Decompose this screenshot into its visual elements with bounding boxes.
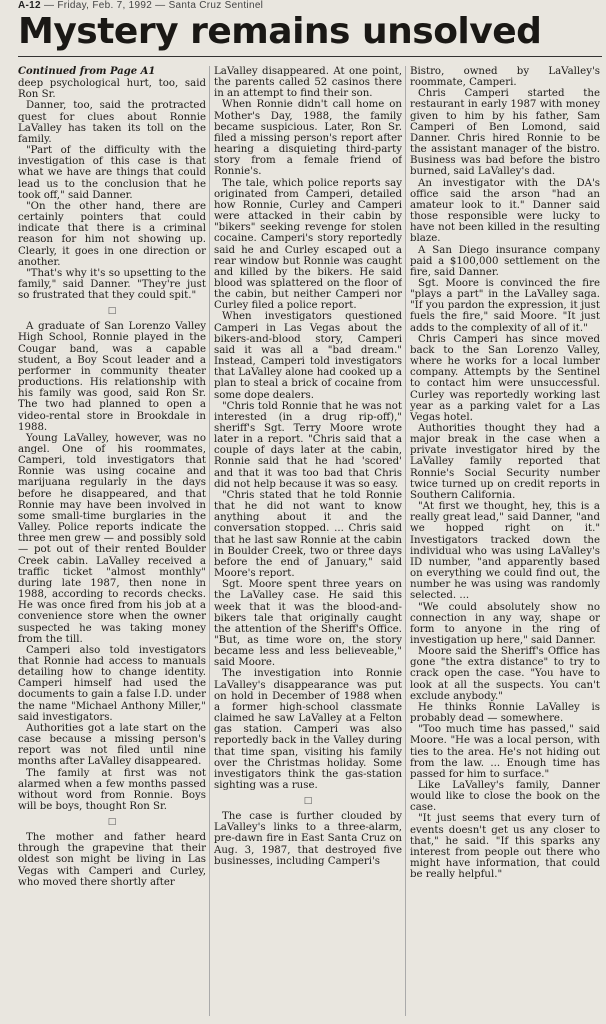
- section-separator: □: [107, 817, 117, 828]
- column-divider: [209, 66, 210, 1016]
- page-number: A-12: [18, 0, 41, 11]
- paragraph: Sgt. Moore spent three years on the LaValley case. He said this week that it was the blood-and-bikers tale that originally caught the attention of the Sheriff's Office. "But, as time wore on, the story became less and less believeable," said Moore.: [214, 579, 402, 669]
- section-separator: □: [107, 306, 117, 317]
- paragraph: Sgt. Moore is convinced the fire "plays a part" in the LaValley saga. "If you pardon the expression, it just fuels the fire," said Moore. "It just adds to the complexity of all of it.": [410, 277, 600, 334]
- paragraph: Moore said the Sheriff's Office has gone "the extra distance" to try to crack open the case. "You have to look at all the suspects. You can't exclude anybody.": [410, 646, 600, 702]
- paragraph: Chris Camperi has since moved back to the San Lorenzo Valley, where he works for a local lumber company. Attempts by the Sentinel to contact him were unsuccessful. Curley was reportedly working last year as a parking valet for a Las Vegas hotel.: [410, 333, 600, 423]
- paragraph: Young LaValley, however, was no angel. One of his roommates, Camperi, told investigators that Ronnie was using cocaine and marijuana regularly in the days before he disappeared, and that Ronnie may have been involved in some small-time burglaries in the Valley. Police reports indicate the three men grew — and possibly sold — pot out of their rented Boulder Creek cabin. LaValley received a traffic ticket "almost monthly" during late 1987, then none in 1988, according to records checks. He was once fired from his job at a convenience store when the owner suspected he was taking money from the till.: [18, 432, 206, 645]
- paragraph: "It just seems that every turn of events doesn't get us any closer to that," he said. "If this sparks any interest from people out there who might have information, that could be really helpful.": [410, 813, 600, 881]
- paragraph: "Part of the difficulty with the investigation of this case is that what we have are things that could lead us to the conclusion that he took off," said Danner.: [18, 145, 206, 201]
- column-divider: [405, 66, 406, 1016]
- paragraph: The tale, which police reports say originated from Camperi, detailed how Ronnie, Curley and Camperi were attacked in their cabin by "bikers" seeking revenge for stolen cocaine. Camperi's story reportedly said he and Curley escaped out a rear window but Ronnie was caught and killed by the bikers. He said blood was splattered on the floor of the cabin, but neither Camperi nor Curley filed a police report.: [214, 177, 402, 312]
- article-column-3: [410, 66, 600, 1016]
- paragraph: "Chris told Ronnie that he was not interested (in a drug rip-off)," sheriff's Sgt. Terry Moore wrote later in a report. "Chris said that a couple of days later at the cabin, Ronnie said that he had 'scored' and that it was too bad that Chris did not help because it was so easy.: [214, 400, 402, 490]
- paragraph: Camperi also told investigators that Ronnie had access to manuals detailing how to change identity. Camperi himself had used the documents to gain a false I.D. under the name "Michael Anthony Miller," said investigators.: [18, 644, 206, 723]
- paragraph: When Ronnie didn't call home on Mother's Day, 1988, the family became suspicious. Later, Ron Sr. filed a missing person's report after hearing a disquieting third-party story from a female friend of Ronnie's.: [214, 99, 402, 178]
- paper-name: Santa Cruz Sentinel: [168, 0, 264, 11]
- article-column-2: [214, 66, 402, 1016]
- paragraph: Authorities thought they had a major break in the case when a private investigator hired by the LaValley family reported that Ronnie's Social Security number twice turned up on credit reports in Southern California.: [410, 423, 600, 501]
- paragraph: Bistro, owned by LaValley's roommate, Camperi.: [410, 66, 600, 89]
- paragraph: He thinks Ronnie LaValley is probably dead — somewhere.: [410, 701, 600, 725]
- section-separator: □: [303, 796, 313, 807]
- paragraph: Danner, too, said the protracted quest for clues about Ronnie LaValley has taken its toll on the family.: [18, 100, 206, 145]
- paragraph: The case is further clouded by LaValley's links to a three-alarm, pre-dawn fire in East Santa Cruz on Aug. 3, 1987, that destroyed five businesses, including Camperi's: [214, 811, 402, 867]
- dateline: Friday, Feb. 7, 1992: [57, 0, 153, 11]
- headline: Mystery remains unsolved: [18, 11, 542, 52]
- paragraph: "Too much time has passed," said Moore. "He was a local person, with ties to the area. He's not hiding out from the law. ... Enough time has passed for him to surface.": [410, 724, 600, 780]
- jump-line: Continued from Page A1: [18, 66, 156, 77]
- paragraph: Like LaValley's family, Danner would like to close the book on the case.: [410, 780, 600, 814]
- headline-rule: [18, 56, 602, 57]
- paragraph: "That's why it's so upsetting to the family," said Danner. "They're just so frustrated that they could spit.": [18, 267, 206, 302]
- paragraph: The mother and father heard through the grapevine that their oldest son might be living in Las Vegas with Camperi and Curley, who moved there shortly after: [18, 832, 206, 888]
- paragraph: A graduate of San Lorenzo Valley High School, Ronnie played in the Cougar band, was a capable student, a Boy Scout leader and a performer in community theater productions. His relationship with his family was good, said Ron Sr. The two had planned to open a video-rental store in Brookdale in 1988.: [18, 321, 206, 433]
- paragraph: "We could absolutely show no connection in any way, shape or form to anyone in the ring of investigation up here," said Danner.: [410, 601, 600, 646]
- paragraph: LaValley disappeared. At one point, the parents called 52 casinos there in an attempt to find their son.: [214, 66, 402, 100]
- paragraph: Chris Camperi started the restaurant in early 1987 with money given to him by his father, Sam Camperi of Ben Lomond, said Danner. Chris hired Ronnie to be the assistant manager of the bistro. Business was bad before the bistro burned, said LaValley's dad.: [410, 88, 600, 178]
- paragraph: deep psychological hurt, too, said Ron Sr.: [18, 78, 206, 101]
- page-header: A-12 — Friday, Feb. 7, 1992 — Santa Cruz Sentinel: [18, 0, 264, 11]
- paragraph: When investigators questioned Camperi in Las Vegas about the bikers-and-blood story, Camperi said it was all a "bad dream." Instead, Camperi told investigators that LaValley alone had cooked up a plan to steal a brick of cocaine from some dope dealers.: [214, 311, 402, 401]
- paragraph: The investigation into Ronnie LaValley's disappearance was put on hold in December of 1988 when a former high-school classmate claimed he saw LaValley at a Felton gas station. Camperi was also reportedly back in the Valley during that time span, visiting his family over the Christmas holiday. Some investigators think the gas-station sighting was a ruse.: [214, 668, 402, 791]
- article-column-1: [18, 66, 206, 1016]
- paragraph: "Chris stated that he told Ronnie that he did not want to know anything about it and the conversation stopped. ... Chris said that he last saw Ronnie at the cabin in Boulder Creek, two or three days before the end of January," said Moore's report.: [214, 489, 402, 580]
- paragraph: "At first we thought, hey, this is a really great lead," said Danner, "and we hopped right on it." Investigators tracked down the individual who was using LaValley's ID number, "and apparently based on everything we could find out, the number he was using was randomly selected. ...: [410, 501, 600, 602]
- paragraph: An investigator with the DA's office said the arson "had an amateur look to it." Danner said those responsible were lucky to have not been killed in the resulting blaze.: [410, 177, 600, 245]
- paragraph: Authorities got a late start on the case because a missing person's report was not filed until nine months after LaValley disappeared.: [18, 722, 206, 768]
- paragraph: "On the other hand, there are certainly pointers that could indicate that there is a criminal reason for him not showing up. Clearly, it goes in one direction or another.: [18, 200, 206, 268]
- paragraph: A San Diego insurance company paid a $100,000 settlement on the fire, said Danner.: [410, 244, 600, 278]
- paragraph: The family at first was not alarmed when a few months passed without word from Ronnie. Boys will be boys, thought Ron Sr.: [18, 767, 206, 812]
